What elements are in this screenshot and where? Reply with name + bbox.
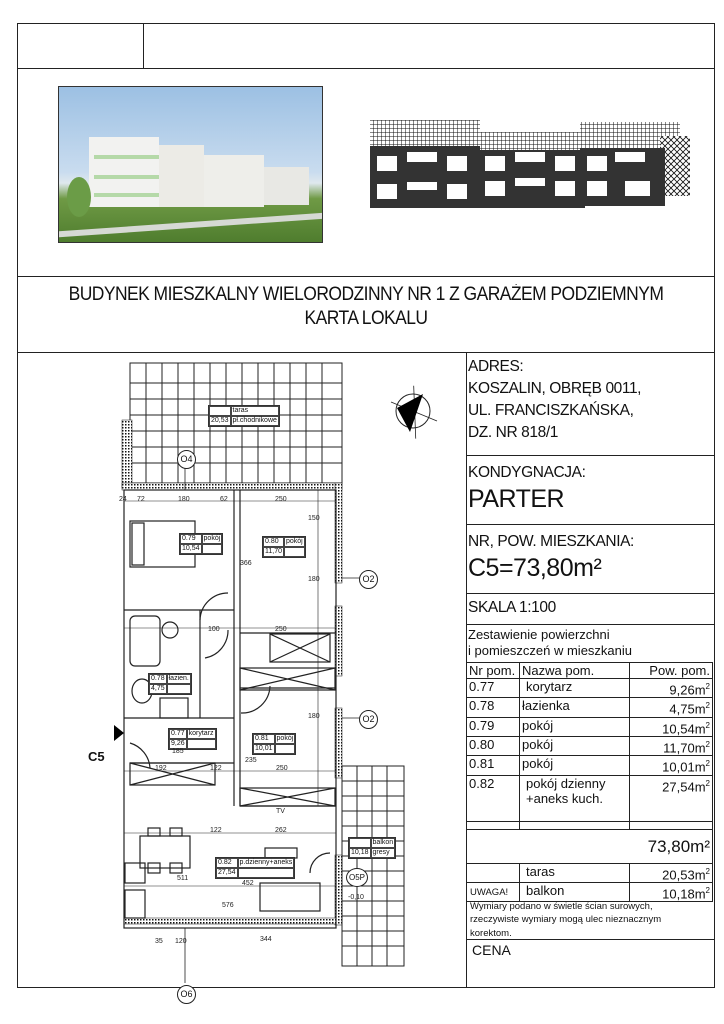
address-label: ADRES: (468, 358, 524, 375)
dimension: 62 (220, 496, 228, 503)
room-area: $27,54m^2$ (630, 775, 713, 821)
room-nr: 0.79 (467, 717, 520, 736)
room-nr: 0.77 (467, 679, 520, 698)
extra-row (467, 863, 713, 882)
divider (143, 23, 144, 68)
dimension: 366 (240, 560, 252, 567)
extra-area: $10,18m^2$ (630, 882, 713, 901)
dimension: 250 (275, 626, 287, 633)
table-row (467, 717, 713, 736)
window-marker: O2 (359, 570, 378, 589)
price-label: CENA (472, 942, 511, 958)
room-nr: 0.82 (467, 775, 520, 821)
dimension: 250 (275, 496, 287, 503)
dimension: 344 (260, 936, 272, 943)
room-area: $9,26m^2$ (630, 679, 713, 698)
note-title: UWAGA! (470, 887, 509, 898)
divider (466, 593, 715, 594)
header-name: Nazwa pom. (520, 663, 630, 679)
dimension: 235 (245, 757, 257, 764)
dimension: 511 (177, 875, 189, 882)
unit-value: C5=73,80m² (468, 554, 602, 582)
divider (17, 68, 715, 69)
header-area: Pow. pom. (630, 663, 713, 679)
room-nr: 0.81 (467, 756, 520, 775)
table-row (467, 736, 713, 755)
table-row (467, 698, 713, 717)
dimension: 180 (308, 576, 320, 583)
total-area: 73,80m² (467, 829, 713, 863)
room-area: $4,75m^2$ (630, 698, 713, 717)
dimension: 72 (137, 496, 145, 503)
divider (17, 352, 715, 353)
room-label: 0.81 pokój 10,01 (252, 733, 296, 755)
dimension: 180 (308, 713, 320, 720)
unit-label: NR, POW. MIESZKANIA: (468, 533, 634, 550)
dimension: 192 (155, 765, 167, 772)
dimension: 100 (208, 626, 220, 633)
note-line-1: Wymiary podano w świetle ścian surowych, (470, 900, 653, 912)
room-summary-table (466, 662, 713, 902)
table-row-blank (467, 821, 713, 829)
room-name: pokój (520, 756, 630, 775)
room-nr: 0.80 (467, 736, 520, 755)
room-label: 0.80 pokój 11,70 (262, 536, 306, 558)
balcony-label: balkon 10,18 gresy (348, 837, 396, 859)
address-line-2: UL. FRANCISZKAŃSKA, (468, 402, 634, 419)
dimension: 576 (222, 902, 234, 909)
table-row (467, 756, 713, 775)
divider (466, 455, 715, 456)
unit-section (468, 531, 713, 583)
room-label: 0.77 korytarz 9,26 (168, 728, 217, 750)
header-nr: Nr pom. (467, 663, 520, 679)
level-mark: -0,10 (348, 894, 364, 901)
terrace-label: taras 20,53 pł.chodnikowe (208, 405, 280, 427)
dimension: 122 (210, 827, 222, 834)
title-line-2: KARTA LOKALU (304, 308, 428, 329)
building-site-plan-drawing (365, 116, 695, 216)
summary-title (468, 627, 713, 659)
summary-title-line-1: Zestawienie powierzchni (468, 627, 610, 642)
total-row (467, 829, 713, 863)
room-area: $10,01m^2$ (630, 756, 713, 775)
divider (466, 524, 715, 525)
room-name: łazienka (520, 698, 630, 717)
dimension: 452 (242, 880, 254, 887)
tv-label: TV (276, 808, 285, 815)
dimension: 120 (175, 938, 187, 945)
note-section (470, 886, 710, 940)
dimension: 262 (275, 827, 287, 834)
address-line-1: KOSZALIN, OBRĘB 0011, (468, 380, 642, 397)
floor-value: PARTER (468, 485, 565, 513)
title-line-1: BUDYNEK MIESZKALNY WIELORODZINNY NR 1 Z GARAŻEM PODZIEMNYM (68, 284, 664, 305)
dimension: 180 (178, 496, 190, 503)
address-line-3: DZ. NR 818/1 (468, 424, 558, 441)
room-name: korytarz (520, 679, 630, 698)
room-label: 0.79 pokój 10,54 (179, 533, 223, 555)
balcony-grid (342, 766, 404, 966)
divider (466, 624, 715, 625)
divider (466, 939, 715, 940)
scale-label: SKALA 1:100 (468, 599, 556, 616)
summary-title-line-2: i pomieszczeń w mieszkaniu (468, 643, 633, 658)
window-marker: O5P (346, 868, 368, 887)
dimension: 150 (308, 515, 320, 522)
window-marker: O6 (177, 985, 196, 1004)
room-name: pokój (520, 736, 630, 755)
extra-area: $20,53m^2$ (630, 863, 713, 882)
window-marker: O2 (359, 710, 378, 729)
window-marker: O4 (177, 450, 196, 469)
room-label: 0.82 p.dzienny+aneks 27,54 (215, 857, 295, 879)
room-area: $11,70m^2$ (630, 736, 713, 755)
note-line-2: rzeczywiste wymiary mogą ulec nieznacznym (470, 914, 662, 925)
extra-name: balkon (520, 882, 630, 901)
unit-marker: C5 (88, 749, 105, 764)
table-row (467, 679, 713, 698)
room-area: $10,54m^2$ (630, 717, 713, 736)
address-section (468, 356, 713, 444)
room-name: pokój (520, 717, 630, 736)
divider (17, 276, 715, 277)
dimension: 250 (276, 765, 288, 772)
floor-label: KONDYGNACJA: (468, 464, 586, 481)
room-label: 0.78 łazien. 4,75 (148, 673, 192, 695)
dimension: 24 (119, 496, 127, 503)
floor-section (468, 462, 713, 514)
table-row (467, 775, 713, 821)
dimension: 122 (210, 765, 222, 772)
building-rendering-image (58, 86, 323, 243)
room-name: pokój dzienny +aneks kuch. (520, 775, 630, 821)
room-nr: 0.78 (467, 698, 520, 717)
document-title (45, 283, 687, 331)
note-line-3: korektom. (470, 927, 512, 939)
table-header (467, 663, 713, 679)
dimension: 35 (155, 938, 163, 945)
extra-name: taras (520, 863, 630, 882)
dimension: 185 (172, 748, 184, 755)
